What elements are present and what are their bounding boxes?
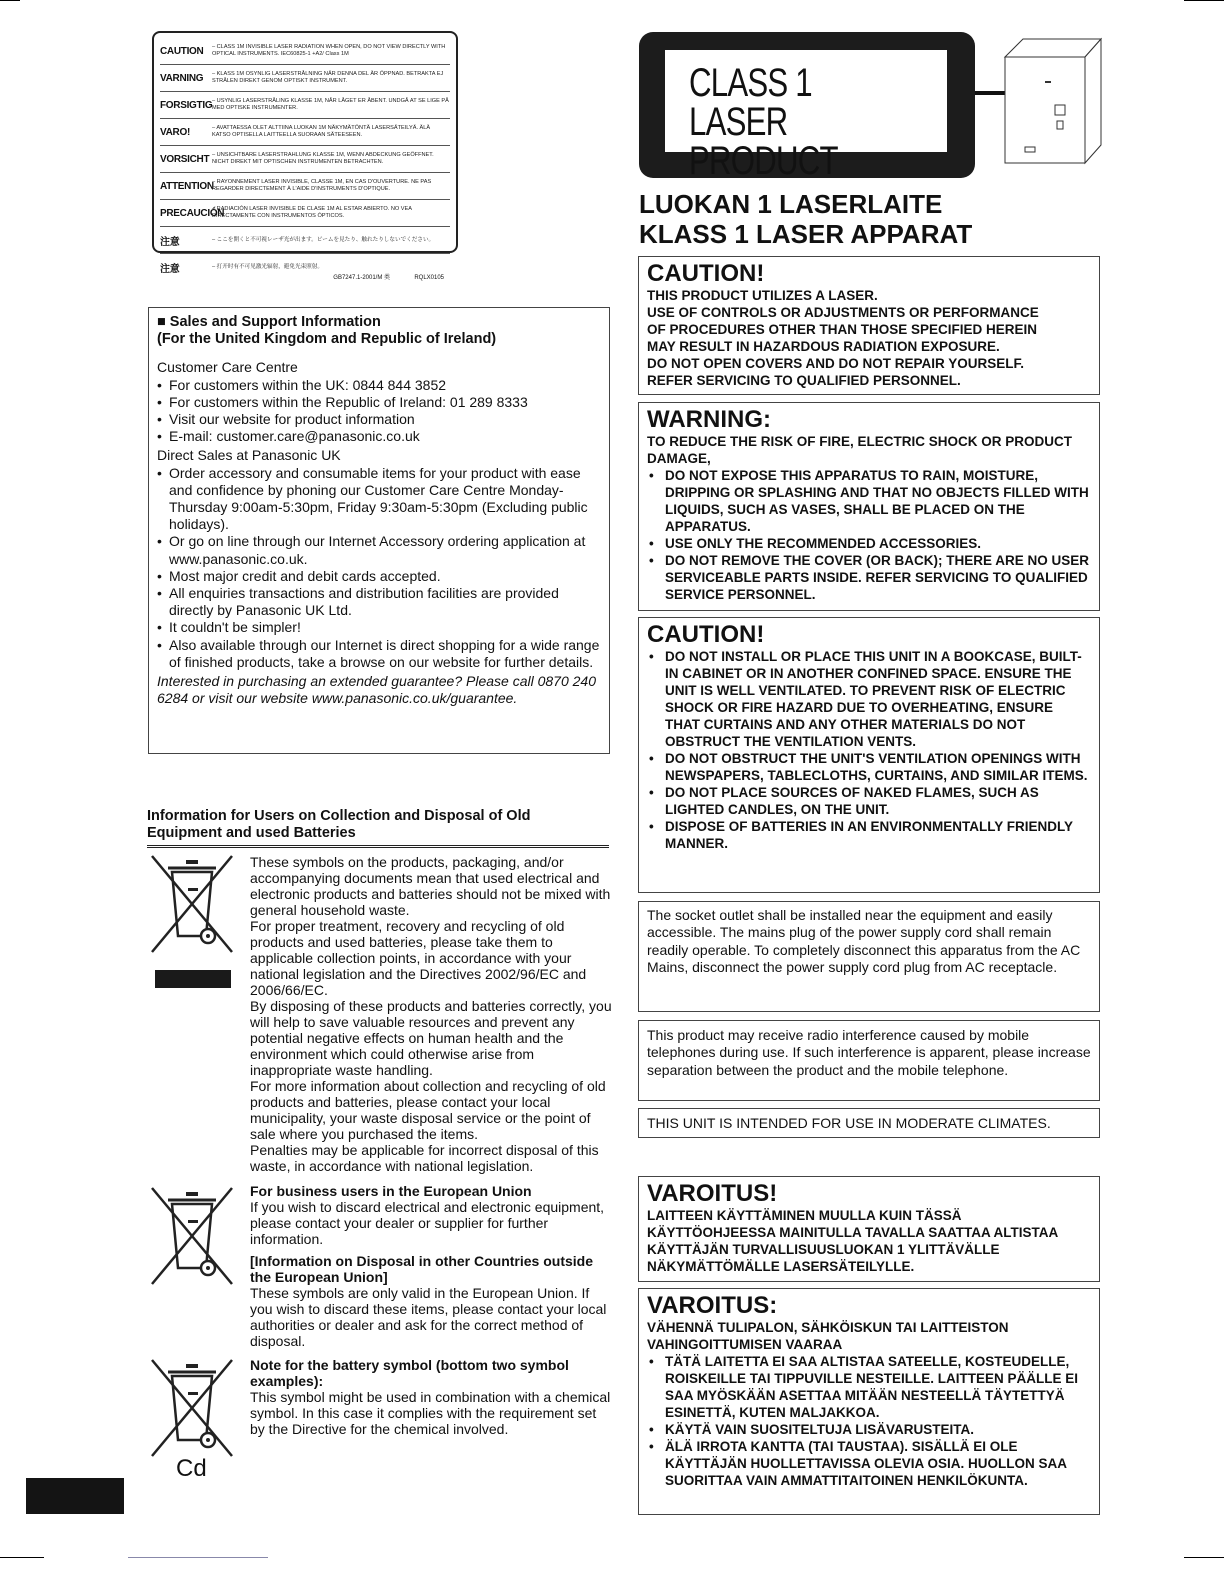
direct-item: • Most major credit and debit cards accepted. bbox=[157, 568, 601, 585]
caution-line: DO NOT OPEN COVERS AND DO NOT REPAIR YOURSELF. bbox=[647, 356, 1025, 371]
caution-line: OF PROCEDURES OTHER THAN THOSE SPECIFIED HEREIN bbox=[647, 322, 1038, 337]
label-lang-key: 注意 bbox=[160, 263, 180, 275]
battery-section bbox=[250, 1357, 612, 1437]
socket-note-text: The socket outlet shall be installed near the equipment and easily accessible. The mains plug of the power supply cord shall remain readily operable. To completely disconnect this apparatus from the AC Mains, disconnect the power supply cord plug from AC receptacle. bbox=[647, 907, 1081, 976]
warning-intro: TO REDUCE THE RISK OF FIRE, ELECTRIC SHOCK OR PRODUCT DAMAGE, bbox=[647, 434, 1073, 466]
class1-laser-label bbox=[639, 32, 975, 183]
label-lang-text: – USYNLIG LASERSTRÅLING KLASSE 1M, NÅR LÅGET ER ÅBENT. UNDGÅ AT SE LIGE PÅ MED OPTISKE INSTRUMENTER. bbox=[212, 98, 449, 111]
care-item: • Visit our website for product information bbox=[157, 411, 601, 428]
caution-line: THIS PRODUCT UTILIZES A LASER. bbox=[647, 288, 878, 303]
climate-note bbox=[638, 1108, 1100, 1138]
disposal-para: For proper treatment, recovery and recycling of old products and used batteries, please take them to applicable collection points, in accordance with your national legislation and the Directives 2002/96/EC and 2006/66/EC. bbox=[250, 918, 587, 998]
warning-box bbox=[638, 402, 1100, 611]
business-section bbox=[250, 1183, 612, 1349]
varoitus-laser-box bbox=[638, 1176, 1100, 1282]
direct-item: • Or go on line through our Internet Accessory ordering application at www.panasonic.co.uk. bbox=[157, 533, 601, 567]
care-item: • For customers within the UK: 0844 844 3852 bbox=[157, 377, 601, 394]
label-lang-text: – 打开时有不可见激光辐射，避免光束照射。 bbox=[212, 263, 323, 270]
label-lang-text: – CLASS 1M INVISIBLE LASER RADIATION WHEN OPEN, DO NOT VIEW DIRECTLY WITH OPTICAL INSTRUMENTS. IEC60825-1 +A2/ Class 1M bbox=[212, 44, 446, 57]
warning-item: • DO NOT EXPOSE THIS APPARATUS TO RAIN, MOISTURE, DRIPPING OR SPLASHING AND THAT NO OBJECTS FILLED WITH LIQUIDS, SUCH AS VASES, SHALL BE PLACED ON THE APPARATUS. bbox=[647, 467, 1091, 535]
varoitus-line: NÄKYMÄTTÖMÄLLE LASERSÄTEILYLLE. bbox=[647, 1259, 915, 1274]
label-lang-key: 注意 bbox=[160, 236, 180, 248]
disposal-heading: Information for Users on Collection and Disposal of Old Equipment and used Batteries bbox=[147, 808, 531, 841]
label-lang-text: – UNSICHTBARE LASERSTRAHLUNG KLASSE 1M, WENN ABDECKUNG GEÖFFNET. NICHT DIREKT MIT OPTISCHEN INSTRUMENTEN BETRACHTEN. bbox=[212, 152, 434, 165]
caution-item: • DO NOT OBSTRUCT THE UNIT'S VENTILATION OPENINGS WITH NEWSPAPERS, TABLECLOTHS, CURTAINS, AND SIMILAR ITEMS. bbox=[647, 750, 1091, 784]
climate-note-text: THIS UNIT IS INTENDED FOR USE IN MODERATE CLIMATES. bbox=[647, 1115, 1051, 1131]
varoitus-item: • TÄTÄ LAITETTA EI SAA ALTISTAA SATEELLE, KOSTEUDELLE, ROISKEILLE TAI TIPPUVILLE NESTEILLE. LAITTEEN PÄÄLLE EI SAA MYÖSKÄÄN ASETTAA MITÄÄN NESTEELLÄ TÄYTETTYÄ ESINETTÄ, KUTEN MALJAKKOA. bbox=[647, 1353, 1091, 1421]
page-tab bbox=[26, 1478, 124, 1514]
direct-item: • It couldn't be simpler! bbox=[157, 619, 601, 636]
chemical-symbol: Cd bbox=[176, 1455, 207, 1482]
disposal-para: Penalties may be applicable for incorrect disposal of this waste, in accordance with national legislation. bbox=[250, 1142, 599, 1174]
label-lang-key: PRECAUCIÓN bbox=[160, 207, 225, 219]
class-label-line1: CLASS 1 bbox=[689, 61, 812, 105]
radio-note-text: This product may receive radio interference caused by mobile telephones during use. If such interference is apparent, please increase separation between the product and the mobile telephone. bbox=[647, 1027, 1091, 1078]
disposal-para: By disposing of these products and batteries correctly, you will help to save valuable resources and prevent any potential negative effects on human health and the environment which could otherwise arise from inappropriate waste handling. bbox=[250, 998, 612, 1078]
label-lang-key: VARNING bbox=[160, 72, 204, 84]
warning-item: • USE ONLY THE RECOMMENDED ACCESSORIES. bbox=[647, 535, 1091, 552]
label-lang-key: VORSICHT bbox=[160, 153, 210, 165]
disposal-main-text bbox=[250, 854, 612, 1174]
direct-item: • All enquiries transactions and distribution facilities are provided directly by Panasonic UK Ltd. bbox=[157, 585, 601, 619]
guarantee-note: Interested in purchasing an extended guarantee? Please call 0870 240 6284 or visit our website www.panasonic.co.uk/guarantee. bbox=[157, 673, 596, 707]
label-lang-text: – ここを開くと不可視レーザ光が出ます。ビームを見たり、触れたりしないでください。 bbox=[212, 236, 435, 243]
varoitus-item: • KÄYTÄ VAIN SUOSITELTUJA LISÄVARUSTEITA. bbox=[647, 1421, 1091, 1438]
label-lang-text: – KLASS 1M OSYNLIG LASERSTRÅLNING NÄR DENNA DEL ÄR ÖPPNAD. BETRAKTA EJ STRÅLEN DIREKT GENOM OPTISKT INSTRUMENT. bbox=[212, 71, 444, 84]
business-title: For business users in the European Union bbox=[250, 1183, 532, 1199]
disposal-divider bbox=[147, 845, 609, 848]
battery-title: Note for the battery symbol (bottom two symbol examples): bbox=[250, 1357, 569, 1389]
radio-interference-note bbox=[638, 1020, 1100, 1101]
varoitus-intro: VÄHENNÄ TULIPALON, SÄHKÖISKUN TAI LAITTEISTON VAHINGOITTUMISEN VAARAA bbox=[647, 1320, 1009, 1352]
disposal-para: For more information about collection and recycling of old products and batteries, please contact your local municipality, your waste disposal service or the point of sale where you purchased the items. bbox=[250, 1078, 606, 1142]
caution-title: CAUTION! bbox=[647, 621, 765, 648]
class-label-line2: LASER PRODUCT bbox=[689, 100, 838, 183]
crop-mark bbox=[128, 1557, 268, 1558]
caution-title: CAUTION! bbox=[647, 260, 765, 287]
varoitus-title: VAROITUS! bbox=[647, 1180, 778, 1207]
laser-heading-sv: KLASS 1 LASER APPARAT bbox=[639, 219, 973, 249]
care-title: Customer Care Centre bbox=[157, 359, 298, 376]
crossed-bin-icon bbox=[148, 1356, 236, 1460]
sales-subheading: (For the United Kingdom and Republic of Ireland) bbox=[157, 331, 497, 348]
caution-line: MAY RESULT IN HAZARDOUS RADIATION EXPOSURE. bbox=[647, 339, 1000, 354]
business-text: If you wish to discard electrical and electronic equipment, please contact your dealer or supplier for further information. bbox=[250, 1199, 605, 1247]
laser-warning-label bbox=[152, 31, 458, 281]
crossed-bin-icon bbox=[148, 852, 236, 956]
label-footer-ref: RQLX0105 bbox=[414, 275, 444, 281]
label-lang-key: VARO! bbox=[160, 126, 190, 138]
varoitus-line: KÄYTTÄJÄN TURVALLISUUSLUOKAN 1 YLITTÄVÄLLE bbox=[647, 1242, 1000, 1257]
unit-illustration bbox=[995, 35, 1105, 165]
label-lang-text: – RAYONNEMENT LASER INVISIBLE, CLASSE 1M, EN CAS D'OUVERTURE. NE PAS REGARDER DIRECTEMENT À L'AIDE D'INSTRUMENTS D'OPTIQUE. bbox=[212, 179, 432, 192]
caution-line: REFER SERVICING TO QUALIFIED PERSONNEL. bbox=[647, 373, 961, 388]
crop-mark bbox=[1184, 1557, 1224, 1558]
warning-item: • DO NOT REMOVE THE COVER (OR BACK); THERE ARE NO USER SERVICEABLE PARTS INSIDE. REFER SERVICING TO QUALIFIED SERVICE PERSONNEL. bbox=[647, 552, 1091, 603]
varoitus-title: VAROITUS: bbox=[647, 1292, 778, 1319]
disposal-para: These symbols on the products, packaging, and/or accompanying documents mean that used electrical and electronic products and batteries should not be mixed with general household waste. bbox=[250, 854, 611, 918]
socket-outlet-note bbox=[638, 901, 1100, 1012]
caution-item: • DO NOT PLACE SOURCES OF NAKED FLAMES, SUCH AS LIGHTED CANDLES, ON THE UNIT. bbox=[647, 784, 1091, 818]
label-lang-key: FORSIGTIG bbox=[160, 99, 213, 111]
crop-mark bbox=[1184, 0, 1224, 1]
direct-item: • Also available through our Internet is direct shopping for a wide range of finished products, take a browse on our website for further details. bbox=[157, 637, 601, 671]
varoitus-item: • ÄLÄ IRROTA KANTTA (TAI TAUSTAA). SISÄLLÄ EI OLE KÄYTTÄJÄN HUOLLETTAVISSA OLEVIA OSIA. HUOLLON SAA SUORITTAA VAIN AMMATTITAITOINEN HENKILÖKUNTA. bbox=[647, 1438, 1091, 1489]
label-footer-code: GB7247.1-2001/M 类 bbox=[333, 275, 390, 281]
caution-installation-box bbox=[638, 617, 1100, 893]
varoitus-line: KÄYTTÖOHJEESSA MAINITULLA TAVALLA SAATTAA ALTISTAA bbox=[647, 1225, 1059, 1240]
sales-heading: Sales and Support Information bbox=[169, 314, 381, 330]
varoitus-line: LAITTEEN KÄYTTÄMINEN MUULLA KUIN TÄSSÄ bbox=[647, 1208, 962, 1223]
crop-mark bbox=[0, 0, 20, 1]
caution-line: USE OF CONTROLS OR ADJUSTMENTS OR PERFORMANCE bbox=[647, 305, 1039, 320]
warning-title: WARNING: bbox=[647, 406, 771, 433]
battery-text: This symbol might be used in combination with a chemical symbol. In this case it complies with the requirement set by the Directive for the chemical involved. bbox=[250, 1389, 611, 1437]
sales-support-box bbox=[148, 307, 610, 754]
varoitus-warning-box bbox=[638, 1288, 1100, 1515]
crossed-bin-icon bbox=[148, 1184, 236, 1288]
laser-heading-fi: LUOKAN 1 LASERLAITE bbox=[639, 189, 943, 219]
caution-item: • DO NOT INSTALL OR PLACE THIS UNIT IN A BOOKCASE, BUILT-IN CABINET OR IN ANOTHER CONFINED SPACE. ENSURE THE UNIT IS WELL VENTILATED. TO PREVENT RISK OF ELECTRIC SHOCK OR FIRE HAZARD DUE TO OVERHEATING, ENSURE THAT CURTAINS AND ANY OTHER MATERIALS DO NOT OBSTRUCT THE VENTILATION VENTS. bbox=[647, 648, 1091, 750]
square-bullet-icon: ■ bbox=[157, 314, 170, 330]
label-lang-text: – RADIACIÓN LASER INVISIBLE DE CLASE 1M AL ESTAR ABIERTO. NO VEA DIRECTAMENTE CON INSTRUMENTOS ÓPTICOS. bbox=[212, 206, 412, 219]
black-bar-icon bbox=[155, 970, 231, 988]
other-countries-title: [Information on Disposal in other Countries outside the European Union] bbox=[250, 1253, 594, 1285]
care-item: • For customers within the Republic of Ireland: 01 289 8333 bbox=[157, 394, 601, 411]
caution-item: • DISPOSE OF BATTERIES IN AN ENVIRONMENTALLY FRIENDLY MANNER. bbox=[647, 818, 1091, 852]
label-lang-text: – AVATTAESSA OLET ALTTIINA LUOKAN 1M NÄKYMÄTÖNTÄ LASERSÄTEILYÄ. ÄLÄ KATSO OPTISELLA LAITTEELLA SUORAAN SÄTEESEEN. bbox=[212, 125, 431, 138]
crop-mark bbox=[0, 1557, 44, 1558]
other-countries-text: These symbols are only valid in the European Union. If you wish to discard these items, please contact your local authorities or dealer and ask for the correct method of disposal. bbox=[250, 1285, 607, 1349]
care-item: • E-mail: customer.care@panasonic.co.uk bbox=[157, 428, 601, 445]
label-lang-key: ATTENTION bbox=[160, 180, 214, 192]
label-lang-key: CAUTION bbox=[160, 45, 204, 57]
caution-laser-box bbox=[638, 256, 1100, 395]
direct-item: • Order accessory and consumable items for your product with ease and confidence by phoning our Customer Care Centre Monday-Thursday 9:00am-5:30pm, Friday 9:30am-5:30pm (Excluding public holidays). bbox=[157, 465, 601, 534]
direct-title: Direct Sales at Panasonic UK bbox=[157, 447, 341, 464]
